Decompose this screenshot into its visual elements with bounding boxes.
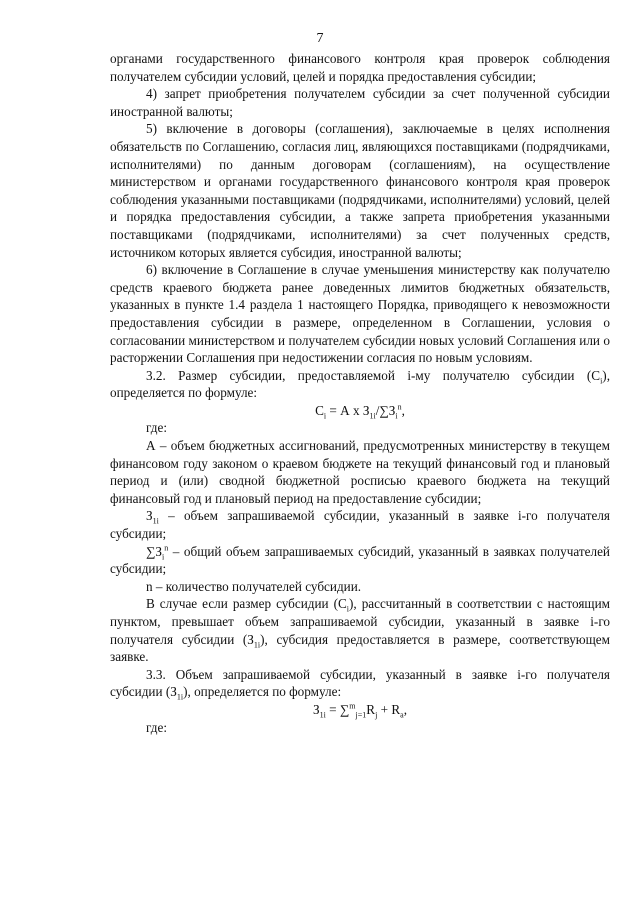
paragraph-excess-case: В случае если размер субсидии $(С_i)$, рассчитанный в соответствии с настоящим пунктом, превышает объем запрашиваемой субсидии, указанный в заявке i-го получателя субсидии $(З_{1i})$, субсидия предоставляется в размере, соответствующем заявке.	[110, 596, 610, 665]
paragraph-item-5: 5) включение в договоры (соглашения), заключаемые в целях исполнения обязательств по Соглашению, согласия лиц, являющихся поставщиками (подрядчиками, исполнителями) по данным договорам (соглашениям), на осуществление министерством и органами государственного финансового контроля края проверок соблюдения указанными поставщиками (подрядчиками, исполнителями) условий, целей и порядка предоставления субсидии, а также запрета приобретения указанными поставщиками (подрядчиками, исполнителями) за счет полученных средств, источником которых является субсидия, иностранной валюты;	[110, 121, 610, 260]
page-number: 7	[316, 31, 324, 46]
paragraph-3-2: 3.2. Размер субсидии, предоставляемой i-му получателю субсидии $(С_i)$, определяется по формуле:	[110, 367, 610, 401]
definition-sum-z: $\sum З_i^n$ – общий объем запрашиваемых субсидий, указанный в заявках получателей субсидии;	[110, 543, 610, 577]
paragraph-item-6: 6) включение в Соглашение в случае уменьшения министерству как получателю средств краевого бюджета ранее доведенных лимитов бюджетных обязательств, указанных в пункте 1.4 раздела 1 настоящего Порядка, приводящего к невозможности предоставления субсидии в размере, определенном в Соглашении, условия о согласовании министерством и получателем субсидии новых условий Соглашения или о расторжении Соглашения при недостижении согласия по новым условиям.	[110, 262, 610, 366]
definition-z1i: $З_{1i}$ – объем запрашиваемой субсидии, указанный в заявке i-го получателя субсидии;	[110, 508, 610, 542]
where-label-1: где:	[146, 420, 167, 436]
definition-n: n – количество получателей субсидии.	[146, 578, 362, 594]
paragraph-item-4: 4) запрет приобретения получателем субсидии за счет полученной субсидии иностранной валюты;	[110, 86, 610, 119]
where-label-2: где:	[146, 719, 167, 735]
paragraph-continued: органами государственного финансового контроля края проверок соблюдения получателем субсидии условий, целей и порядка предоставления субсидии;	[110, 51, 610, 84]
formula-subsidy-size: $С_i = А$ х $З_{1i}/\sum З_i^n$,	[315, 402, 405, 421]
definition-a: А – объем бюджетных ассигнований, предусмотренных министерству в текущем финансовом году законом о краевом бюджете на текущий финансовый год и плановый период и (или) сводной бюджетной росписью краевого бюджета на текущий финансовый год и плановый период на предоставление субсидии;	[110, 438, 610, 506]
document-body	[110, 50, 610, 736]
paragraph-3-3: 3.3. Объем запрашиваемой субсидии, указанный в заявке i-го получателя субсидии $(З_{1i})$, определяется по формуле:	[110, 666, 610, 703]
formula-requested-subsidy: $З_{1i} = \sum^m_{j=1}R_j + R_a$,	[313, 701, 407, 720]
